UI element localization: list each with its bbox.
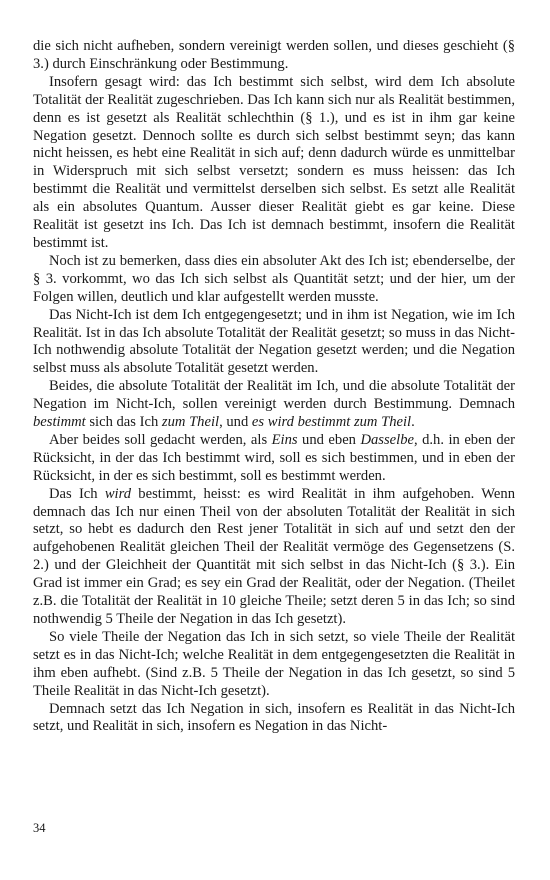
- emphasis-text: es wird bestimmt zum Theil: [251, 414, 412, 431]
- paragraph: [33, 486, 515, 629]
- text-run: , und: [219, 414, 252, 431]
- text-run: sich das Ich: [85, 414, 162, 431]
- text-run: Beides, die absolute Totalität der Realität im Ich, und die absolute Totalität der Negation im Nicht-Ich, sollen vereinigt werden durch Bestimmung. Demnach: [33, 378, 515, 413]
- paragraph: [33, 74, 515, 253]
- emphasis-text: Eins: [271, 431, 298, 448]
- text-run: Insofern gesagt wird: das Ich bestimmt sich selbst, wird dem Ich absolute Totalität der Realität zugeschrieben. Das Ich kann sich nur als Realität bestimmen, denn es ist gesetzt als Realität schlechthin (§ 1.), und es ist in ihm gar keine Negation gesetzt. Dennoch sollte es durch sich selbst bestimmt seyn; das kann nicht heissen, es hebt eine Realität in sich auf; denn dadurch würde es unmittelbar in Widerspruch mit sich selbst versetzt; sondern es muss heissen: das Ich bestimmt die Realität und vermittelst derselben sich selbst. Es setzt alle Realität als ein absolutes Quantum. Ausser dieser Realität giebt es gar keine. Diese Realität ist gesetzt ins Ich. Das Ich ist demnach bestimmt, insofern die Realität bestimmt ist.: [33, 73, 515, 251]
- paragraph: [33, 701, 515, 737]
- text-run: und eben: [297, 431, 361, 448]
- text-run: .: [411, 414, 415, 431]
- text-run: So viele Theile der Negation das Ich in sich setzt, so viele Theile der Realität setzt es in das Nicht-Ich; welche Realität in dem entgegengesetzten die Realität in ihm eben aufhebt. (Sind z.B. 5 Theile der Negation in das Ich gesetzt, so sind 5 Theile Realität in das Nicht-Ich gesetzt).: [33, 628, 515, 699]
- paragraph: [33, 307, 515, 379]
- text-run: , d.h. in eben der Rücksicht, in der das Ich bestimmt wird, soll es sich bestimmen, und in eben der Rücksicht, in der es sich bestimmt, soll es bestimmt werden.: [33, 431, 515, 484]
- text-run: Noch ist zu bemerken, dass dies ein absoluter Akt des Ich ist; ebenderselbe, der § 3. vorkommt, wo das Ich sich selbst als Quantität setzt; und der hier, um der Folgen willen, deutlich und klar aufgestellt werden musste.: [33, 252, 515, 305]
- paragraph: [33, 38, 515, 74]
- paragraph: [33, 629, 515, 701]
- text-run: Demnach setzt das Ich Negation in sich, insofern es Realität in das Nicht-Ich setzt, und Realität in sich, insofern es Negation in das Nicht-: [33, 700, 515, 735]
- emphasis-text: Dasselbe: [360, 431, 414, 448]
- paragraph: [33, 253, 515, 307]
- paragraph: [33, 432, 515, 486]
- emphasis-text: bestimmt: [33, 414, 86, 431]
- emphasis-text: wird: [104, 485, 132, 502]
- text-run: Das Nicht-Ich ist dem Ich entgegengesetzt; und in ihm ist Negation, wie im Ich Realität. Ist in das Ich absolute Totalität der Realität gesetzt; so muss in das Nicht-Ich nothwendig absolute Totalität der Negation gesetzt werden; und die Negation selbst muss als absolute Totalität gesetzt werden.: [33, 306, 515, 377]
- page-number: 34: [33, 821, 46, 835]
- paragraph: [33, 378, 515, 432]
- text-run: Das Ich: [49, 485, 105, 502]
- emphasis-text: zum Theil: [161, 414, 220, 431]
- text-run: die sich nicht aufheben, sondern vereinigt werden sollen, und dieses geschieht (§ 3.) durch Einschränkung oder Bestimmung.: [33, 38, 515, 72]
- text-run: bestimmt, heisst: es wird Realität in ihm aufgehoben. Wenn demnach das Ich nur einen Theil von der absoluten Totalität der Realität in sich setzt, so hebt es dadurch den Rest jener Totalität in sich auf und setzt den der aufgehobenen Realität gleichen Theil der Realität vermöge des Gegensetzens (S. 2.) und der Gleichheit der Quantität mit sich selbst in das Nicht-Ich (§ 3.). Ein Grad ist immer ein Grad; es sey ein Grad der Realität, oder der Negation. (Theilet z.B. die Totalität der Realität in 10 gleiche Theile; setzt deren 5 in das Ich; so sind nothwendig 5 Theile der Negation in das Ich gesetzt).: [33, 485, 515, 627]
- book-page-text: [33, 38, 515, 736]
- text-run: Aber beides soll gedacht werden, als: [49, 431, 272, 448]
